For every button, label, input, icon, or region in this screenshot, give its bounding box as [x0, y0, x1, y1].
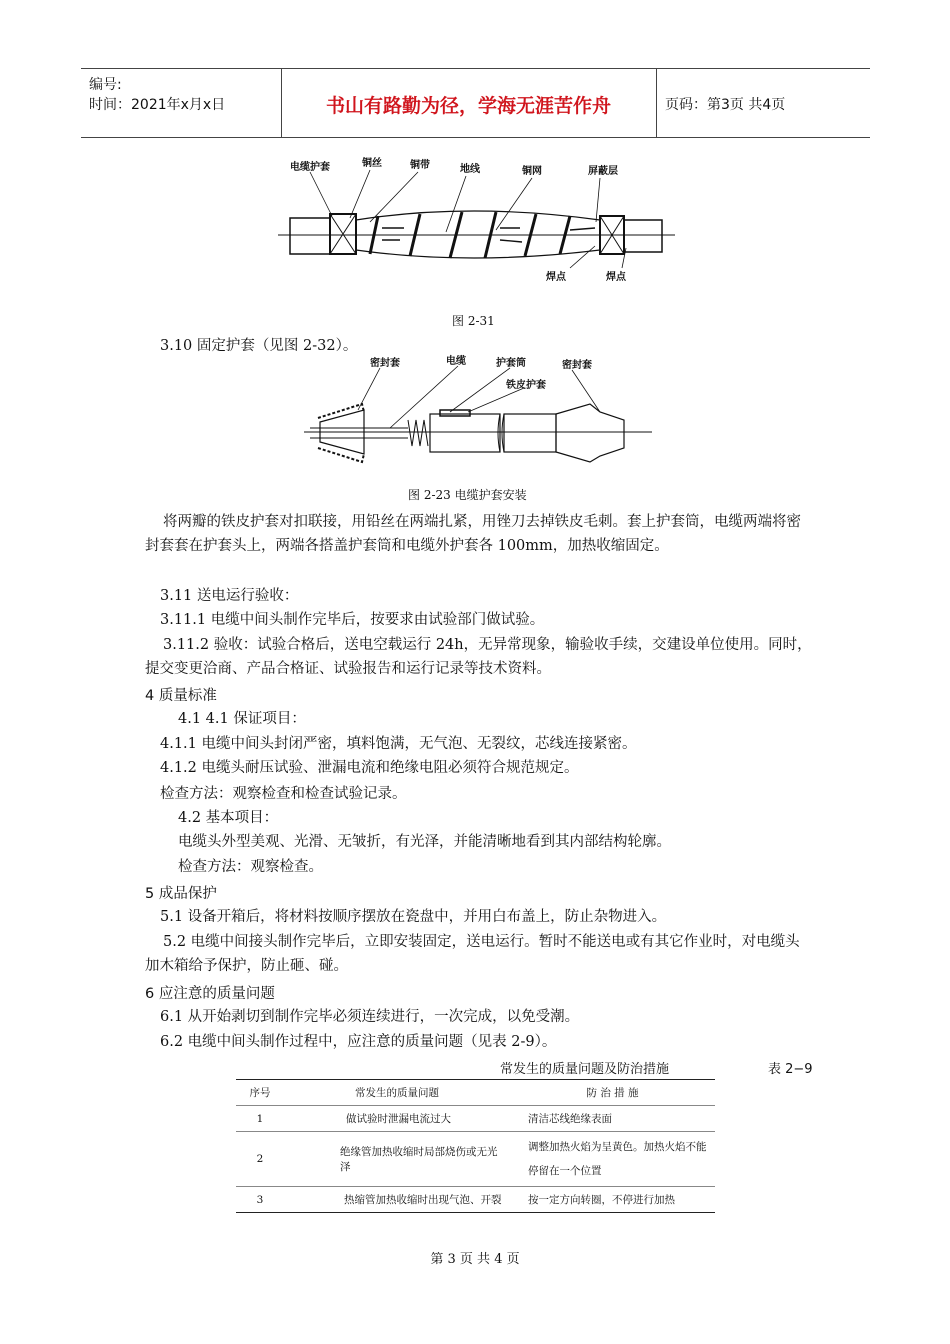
fig2-label: 铁皮护套	[506, 380, 546, 391]
table-cell: 1	[236, 1106, 284, 1132]
fig2-label: 密封套	[562, 360, 592, 371]
section-3-11-2: 3.11.2 验收：试验合格后，送电空载运行 24h，无异常现象，输验收手续，交建设单位使用。同时，提交变更洽商、产品合格证、试验报告和运行记录等技术资料。	[145, 637, 812, 677]
section-6-2: 6.2 电缆中间头制作过程中，应注意的质量问题（见表 2-9）。	[160, 1034, 557, 1050]
table-cell: 做试验时泄漏电流过大	[284, 1106, 510, 1132]
table-row	[236, 1132, 715, 1187]
fig1-label: 焊点	[546, 272, 566, 283]
table-cell: 热缩管加热收缩时出现气泡、开裂	[284, 1187, 510, 1213]
section-4-1: 4.1 4.1 保证项目：	[178, 711, 306, 727]
fig2-label: 电缆	[446, 356, 466, 367]
section-4-1-2: 4.1.2 电缆头耐压试验、泄漏电流和绝缘电阻必须符合规范规定。	[160, 760, 579, 776]
heading-4: 4 质量标准	[145, 688, 217, 704]
paragraph-install: 将两瓣的铁皮护套对扣联接，用铅丝在两端扎紧，用锉刀去掉铁皮毛刺。套上护套筒，电缆两端将密封套套在护套头上，两端各搭盖护套筒和电缆外护套各 100mm，加热收缩固定。	[145, 514, 801, 554]
check-method-1: 检查方法：观察检查和检查试验记录。	[160, 786, 407, 802]
table-number: 表 2−9	[768, 1062, 813, 1077]
header-meta	[89, 75, 225, 115]
fig1-label: 铜网	[522, 166, 542, 177]
page-info: 页码：第3页 共4页	[665, 97, 786, 113]
table-header-cell: 常发生的质量问题	[284, 1080, 510, 1106]
table-cell: 按一定方向转圈，不停进行加热	[510, 1187, 715, 1213]
section-3-11: 3.11 送电运行验收：	[160, 588, 299, 604]
table-title: 常发生的质量问题及防治措施	[500, 1062, 670, 1077]
table-cell: 绝缘管加热收缩时局部烧伤或无光泽	[284, 1132, 510, 1187]
figure-cable-shield-diagram	[270, 150, 680, 290]
table-header-cell: 防 治 措 施	[510, 1080, 715, 1106]
check-method-2: 检查方法：观察检查。	[178, 859, 323, 875]
heading-6: 6 应注意的质量问题	[145, 986, 275, 1002]
table-cell: 2	[236, 1132, 284, 1187]
table-cell: 调整加热火焰为呈黄色。加热火焰不能停留在一个位置	[510, 1132, 715, 1187]
heading-5: 5 成品保护	[145, 886, 217, 902]
number-label: 编号:	[89, 77, 122, 93]
page-header	[81, 68, 870, 138]
fig1-label: 电缆护套	[290, 162, 330, 173]
section-4-1-1: 4.1.1 电缆中间头封闭严密，填料饱满，无气泡、无裂纹，芯线连接紧密。	[160, 736, 637, 752]
section-3-10: 3.10 固定护套（见图 2-32）。	[160, 338, 358, 354]
fig1-label: 铜丝	[362, 158, 382, 169]
section-4-2: 4.2 基本项目：	[178, 810, 279, 826]
fig2-label: 护套筒	[496, 358, 526, 369]
motto: 书山有路勤为径，学海无涯苦作舟	[325, 95, 611, 117]
table-row	[236, 1106, 715, 1132]
section-5-1: 5.1 设备开箱后，将材料按顺序摆放在瓷盘中，并用白布盖上，防止杂物进入。	[160, 909, 667, 925]
fig1-label: 铜带	[410, 160, 430, 171]
date-label: 时间：2021年x月x日	[89, 97, 226, 113]
section-3-11-1: 3.11.1 电缆中间头制作完毕后，按要求由试验部门做试验。	[160, 612, 545, 628]
section-5-2: 5.2 电缆中间接头制作完毕后，立即安装固定，送电运行。暂时不能送电或有其它作业时，对电缆头加木箱给予保护，防止砸、碰。	[145, 934, 800, 974]
fig1-label: 焊点	[606, 272, 626, 283]
table-row	[236, 1187, 715, 1213]
figure1-caption: 图 2-31	[452, 314, 495, 328]
table-cell: 3	[236, 1187, 284, 1213]
fig1-label: 屏蔽层	[588, 166, 618, 177]
quality-table	[236, 1079, 715, 1213]
section-6-1: 6.1 从开始剥切到制作完毕必须连续进行，一次完成，以免受潮。	[160, 1009, 580, 1025]
section-4-2-text: 电缆头外型美观、光滑、无皱折，有光泽，并能清晰地看到其内部结构轮廓。	[178, 834, 671, 850]
table-cell: 清洁芯线绝缘表面	[510, 1106, 715, 1132]
table-header-row	[236, 1080, 715, 1106]
fig1-label: 地线	[460, 164, 480, 175]
fig2-label: 密封套	[370, 358, 400, 369]
figure-sheath-diagram	[300, 354, 660, 480]
header-divider	[656, 69, 657, 137]
figure2-caption: 图 2-23 电缆护套安装	[408, 488, 527, 502]
table-header-cell: 序号	[236, 1080, 284, 1106]
page-footer: 第 3 页 共 4 页	[430, 1252, 520, 1267]
